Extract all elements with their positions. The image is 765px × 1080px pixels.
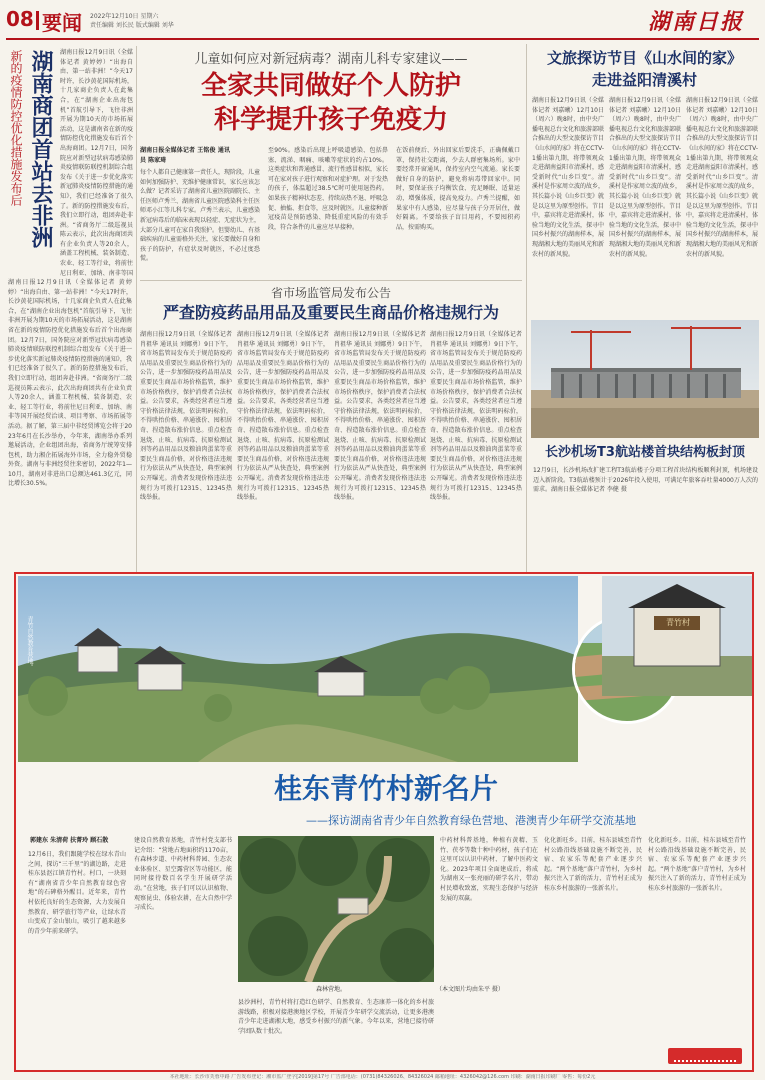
masthead-rule [6, 38, 759, 40]
right-story [530, 44, 759, 316]
sign-text: 青竹村 [666, 618, 690, 627]
regulation-story [140, 284, 522, 574]
top-feature-rule [140, 280, 522, 281]
camp-landscape-illustration [18, 576, 578, 762]
feature-main-photo [18, 576, 578, 762]
feature-col-1: 12月6日，我们跟随学校在绿水青山之间，探访“三千里”的湖边路，走进桂东县沤江镇青竹村。村口，一块刻有“湖南省青少年自然教育绿色营地”的石碑格外醒目。近年来，青竹村依托良好的生态资源，大力发展自然教育、研学旅行等产业，让绿水青山变成了金山银山，吸引了越来越多的青少年前来研学。 [28, 851, 126, 935]
airport-construction-illustration [531, 320, 759, 438]
airport-construction-photo [531, 320, 759, 438]
regulation-col-4: 湖南日报12月9日讯（全媒体记者 肖祖华 通讯员 刘娜勇）9日下午，省市场监管局发布关于规范防疫药品用品及重要民生商品价格行为的公告，进一步加强防疫药品用品及重要民生商品市场价格监管，维护市场价格秩序，保护消费者合法权益。公告要求，各类经营者应当遵守价格法律法规，依法明码标价，不得哄抬价格、串通涨价、囤积居奇、捏造散布涨价信息。重点检查退烧、止咳、抗病毒、抗原检测试剂等药品用品以及粮油肉蛋菜等重要民生商品价格，对价格违法违规行为依法从严从快查处，典型案例公开曝光。消费者发现价格违法违规行为可拨打12315、12345热线举报。 [430, 331, 522, 502]
left-body-top: 湖南日报12月9日讯（全媒体记者 黄婷婷）“出海自由、第一站非洲！”今天17时许，长沙黄花国际机场，十几家商企负责人在此集合，在“湖南企业出海包机”首航引导下，飞往非洲开展为期10天的市场拓展活动，这是湖南省在新的疫情防控优化措施发布后首个出海商团。12月7日，国务院应对新型冠状病毒感染肺炎疫情联防联控机制综合组发布《关于进一步优化落实新冠肺炎疫情防控措施的通知》，我们已经准备了很久了。新的防控措施发布后，我们立即行动，组团奔赴非洲。“省商务厅二级巡视员陈云表示，此次出海商团共有企业负责人等20余人，涵盖工程机械、装备制造、农业、轻工等行业，将前往尼日利亚、加纳、南非等国 [60, 49, 133, 276]
left-title: 湖南商团首站去非洲 [28, 50, 53, 248]
feature-photo-credit: （本文图片均由朱平 摄） [436, 986, 504, 993]
feature-col-3: 县沙洲村，青竹村将打造红色研学、自然教育、生态康养一体化的乡村旅游线路，积极对接港澳地区学校，开展青少年研学交流活动，让更多港澳青少年走进湖湘大地，感受乡村振兴的新气象。今年以来，营地已接待研学团队数十批次。 [238, 999, 434, 1035]
left-story [6, 46, 134, 576]
village-gate-illustration [602, 576, 752, 696]
right-col-3: 湖南日报12月9日讯（全媒体记者 刘嘉曦）12月10日（周六）晚8时，由中央广播电视总台文化和旅游部联合推出的大型文旅探访节目《山水间的家》将在CCTV-1播出第九期，将带领观众走进湖南益阳市清溪村，感受新时代“山乡巨变”。清溪村是作家周立波的故乡，其长篇小说《山乡巨变》就是以这里为原型创作。节目中，嘉宾将走进清溪村，体验当地的文化生活，探寻中国乡村振兴的湖南样本，展现湖湘大地的美丽风光和新农村的新风貌。 [686, 97, 758, 258]
right-headline-1: 文旅探访节目《山水间的家》 [546, 49, 742, 67]
brand-logo: 湖南日报 [648, 9, 745, 35]
masthead [6, 4, 759, 38]
right-column-rule [526, 44, 527, 574]
feature-byline: 郭建东 朱清荷 扶菁玲 顾石散 [30, 837, 109, 844]
feature-headline: 桂东青竹村新名片 [273, 772, 498, 805]
village-sign-photo [602, 576, 752, 696]
top-headline-2: 科学提升孩子免疫力 [213, 105, 448, 135]
feature-col-2: 建设自然教育基地，青竹村党支部书记介绍：“营地占地面积约1170亩，有森林步道、中药材科普园、生态农业体验区、星空露营区等功能区，能同时接待数百名学生开展研学活动。”在营地，孩子们可以认识植物、观察昆虫、体验农耕，在大自然中学习成长。 [134, 837, 232, 912]
left-column-rule [136, 46, 137, 574]
forest-boardwalk-illustration [238, 836, 434, 982]
top-col-1: 每个人都自己健康第一责任人，现阶段，儿童如何加强防护、充维护健康常识，家长应该怎么做？记者采访了湖南省儿童医院副院长、主任医师卢秀兰、湖南省儿童医院感染科主任医师邓小江等儿科专家。卢秀兰表示，儿童感染新冠病毒后的临床表现以轻症、无症状为主，大部分儿童可在家自我照护。但婴幼儿、有基础疾病的儿童需格外关注，家长要做好自身和孩子的防护，有症状及时就医，不必过度恐慌。 [140, 169, 260, 263]
left-side-title: 新的疫情防控优化措施发布后 [9, 50, 23, 206]
feature-caption-3: 森林营地。 [316, 986, 347, 993]
feature-subhead: ——探访湖南省青少年自然教育绿色营地、港澳青少年研学交流基地 [306, 814, 636, 827]
metro-headline: 长沙机场T3航站楼首块结构板封顶 [545, 445, 745, 460]
right-col-2: 湖南日报12月9日讯（全媒体记者 刘嘉曦）12月10日（周六）晚8时，由中央广播电视总台文化和旅游部联合推出的大型文旅探访节目《山水间的家》将在CCTV-1播出第九期，将带领观众走进湖南益阳市清溪村，感受新时代“山乡巨变”。清溪村是作家周立波的故乡，其长篇小说《山乡巨变》就是以这里为原型创作。节目中，嘉宾将走进清溪村，体验当地的文化生活，探寻中国乡村振兴的湖南样本，展现湖湘大地的美丽风光和新农村的新风貌。 [609, 97, 681, 258]
feature-stamp [668, 1048, 742, 1064]
feature-col-4: 中药材科普基地，种植有黄精、玉竹、茯苓等数十种中药材，孩子们在这里可以认识中药材、了解中医药文化。2023年项目全面建成后，将成为湖南又一张亮丽的研学名片，带动村民增收致富，实现生态保护与经济发展的双赢。 [440, 837, 538, 902]
regulation-col-2: 湖南日报12月9日讯（全媒体记者 肖祖华 通讯员 刘娜勇）9日下午，省市场监管局发布关于规范防疫药品用品及重要民生商品价格行为的公告，进一步加强防疫药品用品及重要民生商品市场价格监管，维护市场价格秩序，保护消费者合法权益。公告要求，各类经营者应当遵守价格法律法规，依法明码标价，不得哄抬价格、串通涨价、囤积居奇、捏造散布涨价信息。重点检查退烧、止咳、抗病毒、抗原检测试剂等药品用品以及粮油肉蛋菜等重要民生商品价格，对价格违法违规行为依法从严从快查处，典型案例公开曝光。消费者发现价格违法违规行为可拨打12315、12345热线举报。 [237, 331, 329, 502]
footer: 本社地址：长沙市芙蓉中路 广告发布登记：湘市监广登字[2019]第17号 广告部电话：(0731)84326026、84326024 邮箱地址：4326042@126.com 印刷：湖南日报印刷厂 零售：每份2元 [169, 1074, 596, 1080]
regulation-kicker: 省市场监管局发布公告 [270, 286, 391, 300]
editors-line: 责任编辑 刘长民 版式编辑 刘华 [90, 22, 174, 29]
date-line: 2022年12月10日 星期六 [90, 13, 159, 20]
forest-camp-photo [238, 836, 434, 982]
top-byline: 湖南日报全媒体记者 王铭俊 通讯员 陈家琦 [140, 147, 230, 164]
top-col-3: 在饭前便后、外出回家后要洗手，正确佩戴口罩，保持社交距离，少去人群密集场所。家中要经常开窗通风，保持室内空气流通。家长要做好自身的防护，避免将病毒带回家中。同时，要保证孩子均衡饮食、充足睡眠、适量运动，增强体质，提高免疫力。卢秀兰提醒，如果家中有人感染，应尽量与孩子分开居住，做好隔离。不要给孩子盲目用药，不要囤积药品，按需购买。 [396, 147, 520, 231]
section-name: 要闻 [42, 11, 82, 35]
stamp-wave-icon [674, 1052, 736, 1062]
page-number: 08 [6, 7, 34, 31]
feature-caption-1: 青竹自然教育营地。 [26, 616, 33, 670]
right-col-1: 湖南日报12月9日讯（全媒体记者 刘嘉曦）12月10日（周六）晚8时，由中央广播电视总台文化和旅游部联合推出的大型文旅探访节目《山水间的家》将在CCTV-1播出第九期，将带领观众走进湖南益阳市清溪村，感受新时代“山乡巨变”。清溪村是作家周立波的故乡，其长篇小说《山乡巨变》就是以这里为原型创作。节目中，嘉宾将走进清溪村，体验当地的文化生活，探寻中国乡村振兴的湖南样本，展现湖湘大地的美丽风光和新农村的新风貌。 [532, 97, 604, 258]
divider-bar [36, 11, 39, 30]
top-headline-1: 全家共同做好个人防护 [200, 71, 461, 101]
regulation-col-1: 湖南日报12月9日讯（全媒体记者 肖祖华 通讯员 刘娜勇）9日下午，省市场监管局发布关于规范防疫药品用品及重要民生商品价格行为的公告，进一步加强防疫药品用品及重要民生商品市场价格监管，维护市场价格秩序，保护消费者合法权益。公告要求，各类经营者应当遵守价格法律法规，依法明码标价，不得哄抬价格、串通涨价、囤积居奇、捏造散布涨价信息。重点检查退烧、止咳、抗病毒、抗原检测试剂等药品用品以及粮油肉蛋菜等重要民生商品价格，对价格违法违规行为依法从严从快查处，典型案例公开曝光。消费者发现价格违法违规行为可拨打12315、12345热线举报。 [140, 331, 232, 502]
right-headline-2: 走进益阳清溪村 [591, 71, 697, 89]
regulation-headline: 严查防疫药品用品及重要民生商品价格违规行为 [162, 303, 499, 322]
feature-col-5: 化化新旺乡。目前，桂东县城至青竹村公路沿线基础设施不断完善，民宿、农家乐等配套产业逐步兴起。“两个基地”落户青竹村，为乡村振兴注入了新的活力，青竹村正成为桂东乡村旅游的一张新名片。 [544, 837, 642, 892]
feature-col-6: 化化新旺乡。目前，桂东县城至青竹村公路沿线基础设施不断完善，民宿、农家乐等配套产业逐步兴起。“两个基地”落户青竹村，为乡村振兴注入了新的活力，青竹村正成为桂东乡村旅游的一张新名片。 [648, 837, 746, 892]
left-body-bottom: 湖南日报12月9日讯（全媒体记者 黄婷婷）“出海自由、第一站非洲！”今天17时许，长沙黄花国际机场，十几家商企负责人在此集合，在“湖南企业出海包机”首航引导下，飞往非洲开展为期10天的市场拓展活动，这是湖南省在新的疫情防控优化措施发布后首个出海商团。12月7日，国务院应对新型冠状病毒感染肺炎疫情联防联控机制综合组发布《关于进一步优化落实新冠肺炎疫情防控措施的通知》，我们已经准备了很久了。新的防控措施发布后，我们立即行动，组团奔赴非洲。“省商务厅二级巡视员陈云表示，此次出海商团共有企业负责人等20余人，涵盖工程机械、装备制造、农业、轻工等行业，将前往尼日利亚、加纳、南非等国开展经贸洽谈、项目考察、市场拓展等活动。据了解，第三届中非经贸博览会将于2023年6月在长沙举办，今年来，湖南举办系列邀展活动，企业组团出海，省商务厅统筹安排包机，助力湘企拓展海外市场，全力稳外贸稳外资。湖南与非洲经贸往来密切，2022年1—10月，湖南对非进出口总额达461.3亿元，同比增长30.5%。 [8, 279, 132, 488]
feature-box [14, 572, 754, 1072]
metro-body: 12月9日，长沙机场改扩建工程T3航站楼子分项工程首块结构板顺利封顶，机场建设迈入新阶段。T3航站楼预计于2026年投入使用，可满足年旅客吞吐量4000万人次的需求。湖南日报全媒体记者 李健 摄 [533, 467, 758, 494]
top-feature [140, 44, 522, 276]
top-kicker: 儿童如何应对新冠病毒？湖南儿科专家建议—— [194, 52, 468, 67]
regulation-col-3: 湖南日报12月9日讯（全媒体记者 肖祖华 通讯员 刘娜勇）9日下午，省市场监管局发布关于规范防疫药品用品及重要民生商品价格行为的公告，进一步加强防疫药品用品及重要民生商品市场价格监管，维护市场价格秩序，保护消费者合法权益。公告要求，各类经营者应当遵守价格法律法规，依法明码标价，不得哄抬价格、串通涨价、囤积居奇、捏造散布涨价信息。重点检查退烧、止咳、抗病毒、抗原检测试剂等药品用品以及粮油肉蛋菜等重要民生商品价格，对价格违法违规行为依法从严从快查处，典型案例公开曝光。消费者发现价格违法违规行为可拨打12315、12345热线举报。 [334, 331, 426, 502]
top-col-2: 至90%。感染后出现上呼吸道感染、包括鼻塞、流涕、咽痛、咳嗽等症状的约占10%。这类症状和普通感冒、流行性感冒相似，家长可在家对孩子进行观察和对症护理。对于发热的孩子，体温超过38.5℃时可使用退热药。如果孩子精神状态差、持续高热不退、呼吸急促、抽搐、拒食等，应及时就医。儿童接种新冠疫苗是预防感染、降低重症风险的有效手段，符合条件的儿童应尽早接种。 [268, 147, 388, 231]
